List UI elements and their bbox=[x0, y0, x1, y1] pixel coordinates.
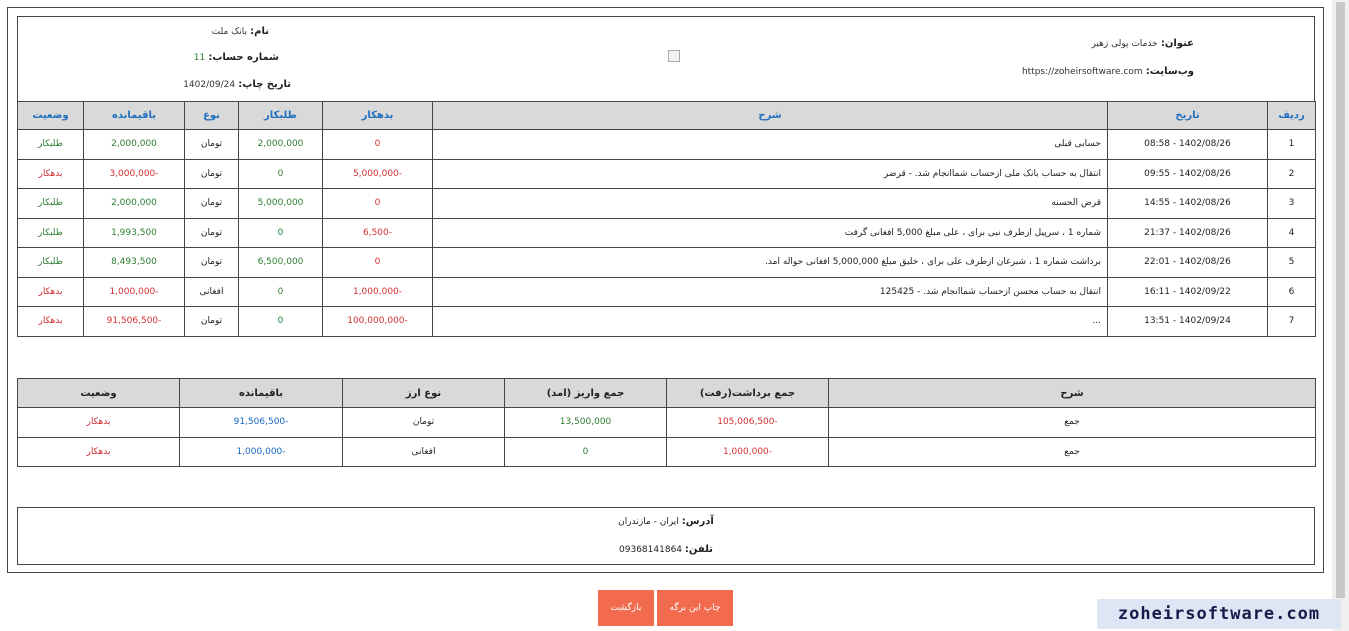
row-number: 2 bbox=[1268, 159, 1316, 189]
col-description: شرح bbox=[433, 102, 1108, 130]
row-credit: 5,000,000 bbox=[239, 189, 323, 219]
table-row bbox=[18, 159, 1316, 189]
sum-col-status: وضعیت bbox=[18, 379, 180, 408]
col-type: نوع bbox=[185, 102, 239, 130]
col-status: وضعیت bbox=[18, 102, 84, 130]
row-debit: -6,500 bbox=[323, 218, 433, 248]
row-number: 7 bbox=[1268, 307, 1316, 337]
row-status: بدهکار bbox=[18, 159, 84, 189]
row-description: انتقال به حساب بانک ملی ازحساب شماانجام شد. - قرضر bbox=[433, 159, 1108, 189]
phone-field bbox=[18, 544, 1314, 555]
row-type: افغانی bbox=[185, 277, 239, 307]
print-button[interactable]: چاپ این برگه bbox=[657, 590, 733, 626]
sum-status: بدهکار bbox=[18, 437, 180, 467]
row-debit: 0 bbox=[323, 130, 433, 160]
row-date: 1402/08/26 - 09:55 bbox=[1108, 159, 1268, 189]
sum-balance: -91,506,500 bbox=[180, 408, 343, 438]
row-number: 1 bbox=[1268, 130, 1316, 160]
row-balance: 1,993,500 bbox=[84, 218, 185, 248]
row-status: طلبکار bbox=[18, 218, 84, 248]
sum-col-description: شرح bbox=[829, 379, 1316, 408]
row-type: تومان bbox=[185, 218, 239, 248]
row-debit: -1,000,000 bbox=[323, 277, 433, 307]
address-label: آدرس: bbox=[681, 516, 714, 527]
report-sheet bbox=[7, 7, 1324, 573]
row-date: 1402/08/26 - 21:37 bbox=[1108, 218, 1268, 248]
summary-table bbox=[17, 378, 1316, 467]
scrollbar-thumb[interactable] bbox=[1336, 2, 1345, 598]
sum-withdraw: -1,000,000 bbox=[667, 437, 829, 467]
website-label: وب‌سایت: bbox=[1145, 66, 1194, 77]
address-value: ایران - مازندران bbox=[618, 517, 679, 527]
col-date: تاریخ bbox=[1108, 102, 1268, 130]
name-label: نام: bbox=[250, 26, 269, 37]
row-type: تومان bbox=[185, 130, 239, 160]
row-credit: 0 bbox=[239, 277, 323, 307]
row-date: 1402/08/26 - 08:58 bbox=[1108, 130, 1268, 160]
table-row bbox=[18, 130, 1316, 160]
row-credit: 0 bbox=[239, 218, 323, 248]
phone-label: تلفن: bbox=[684, 544, 713, 555]
sum-withdraw: -105,006,500 bbox=[667, 408, 829, 438]
sum-currency: افغانی bbox=[343, 437, 505, 467]
summary-header-row bbox=[18, 379, 1316, 408]
title-label: عنوان: bbox=[1160, 38, 1194, 49]
sum-description: جمع bbox=[829, 437, 1316, 467]
table-row bbox=[18, 248, 1316, 278]
table-row bbox=[18, 408, 1316, 438]
row-description: برداشت شماره 1 ، شبرغان ازطرف علی برای ، خلیق مبلغ 5,000,000 افغانی حواله امد. bbox=[433, 248, 1108, 278]
sum-deposit: 13,500,000 bbox=[505, 408, 667, 438]
row-credit: 6,500,000 bbox=[239, 248, 323, 278]
row-type: تومان bbox=[185, 307, 239, 337]
row-type: تومان bbox=[185, 248, 239, 278]
row-type: تومان bbox=[185, 159, 239, 189]
row-debit: 0 bbox=[323, 248, 433, 278]
sum-description: جمع bbox=[829, 408, 1316, 438]
row-status: طلبکار bbox=[18, 189, 84, 219]
account-field bbox=[194, 52, 279, 63]
row-balance: -91,506,500 bbox=[84, 307, 185, 337]
back-button[interactable]: بازگشت bbox=[598, 590, 654, 626]
row-balance: 2,000,000 bbox=[84, 189, 185, 219]
row-number: 5 bbox=[1268, 248, 1316, 278]
row-date: 1402/09/24 - 13:51 bbox=[1108, 307, 1268, 337]
sum-currency: تومان bbox=[343, 408, 505, 438]
account-value: 11 bbox=[193, 53, 206, 63]
row-balance: 8,493,500 bbox=[84, 248, 185, 278]
row-number: 4 bbox=[1268, 218, 1316, 248]
table-row bbox=[18, 218, 1316, 248]
row-number: 3 bbox=[1268, 189, 1316, 219]
row-description: انتقال به حساب محسن ازحساب شماانجام شد. - 125425 bbox=[433, 277, 1108, 307]
website-field bbox=[1022, 66, 1194, 77]
row-credit: 2,000,000 bbox=[239, 130, 323, 160]
col-balance: باقیمانده bbox=[84, 102, 185, 130]
report-footer bbox=[17, 507, 1315, 565]
row-description: شماره 1 ، سرپیل ازطرف نبی برای ، علی مبلغ 5,000 افغانی گرفت bbox=[433, 218, 1108, 248]
row-status: بدهکار bbox=[18, 307, 84, 337]
sum-deposit: 0 bbox=[505, 437, 667, 467]
table-row bbox=[18, 437, 1316, 467]
sum-balance: -1,000,000 bbox=[180, 437, 343, 467]
row-status: طلبکار bbox=[18, 248, 84, 278]
logo-image-broken bbox=[668, 50, 680, 62]
row-type: تومان bbox=[185, 189, 239, 219]
address-field bbox=[18, 516, 1314, 527]
table-row bbox=[18, 277, 1316, 307]
row-debit: -100,000,000 bbox=[323, 307, 433, 337]
title-value: خدمات پولی زهیر bbox=[1091, 39, 1158, 49]
row-description: قرض الحسنه bbox=[433, 189, 1108, 219]
row-status: طلبکار bbox=[18, 130, 84, 160]
sum-status: بدهکار bbox=[18, 408, 180, 438]
row-credit: 0 bbox=[239, 159, 323, 189]
transactions-header-row bbox=[18, 102, 1316, 130]
row-number: 6 bbox=[1268, 277, 1316, 307]
title-field bbox=[1091, 38, 1194, 49]
row-credit: 0 bbox=[239, 307, 323, 337]
phone-value: 09368141864 bbox=[619, 545, 683, 555]
name-value: بانک ملت bbox=[211, 27, 247, 37]
row-debit: -5,000,000 bbox=[323, 159, 433, 189]
table-row bbox=[18, 307, 1316, 337]
sum-col-balance: باقیمانده bbox=[180, 379, 343, 408]
table-row bbox=[18, 189, 1316, 219]
row-debit: 0 bbox=[323, 189, 433, 219]
sum-col-withdraw: جمع برداشت(رفت) bbox=[667, 379, 829, 408]
print-date-label: تاریخ چاپ: bbox=[238, 79, 291, 90]
col-row-number: ردیف bbox=[1268, 102, 1316, 130]
sum-col-deposit: جمع واریز (امد) bbox=[505, 379, 667, 408]
website-value: https://zoheirsoftware.com bbox=[1021, 67, 1143, 77]
row-status: بدهکار bbox=[18, 277, 84, 307]
row-description: حسابی قبلی bbox=[433, 130, 1108, 160]
col-debit: بدهکار bbox=[323, 102, 433, 130]
row-balance: -1,000,000 bbox=[84, 277, 185, 307]
print-date-value: 1402/09/24 bbox=[183, 80, 236, 90]
account-label: شماره حساب: bbox=[208, 52, 279, 63]
col-credit: طلبکار bbox=[239, 102, 323, 130]
row-balance: 2,000,000 bbox=[84, 130, 185, 160]
row-date: 1402/08/26 - 22:01 bbox=[1108, 248, 1268, 278]
row-date: 1402/08/26 - 14:55 bbox=[1108, 189, 1268, 219]
print-date-field bbox=[183, 79, 291, 90]
report-header bbox=[17, 16, 1315, 101]
transactions-table bbox=[17, 101, 1316, 337]
row-balance: -3,000,000 bbox=[84, 159, 185, 189]
name-field bbox=[212, 26, 269, 37]
watermark-logo: zoheirsoftware.com bbox=[1097, 599, 1341, 629]
sum-col-currency: نوع ارز bbox=[343, 379, 505, 408]
row-description: ... bbox=[433, 307, 1108, 337]
row-date: 1402/09/22 - 16:11 bbox=[1108, 277, 1268, 307]
